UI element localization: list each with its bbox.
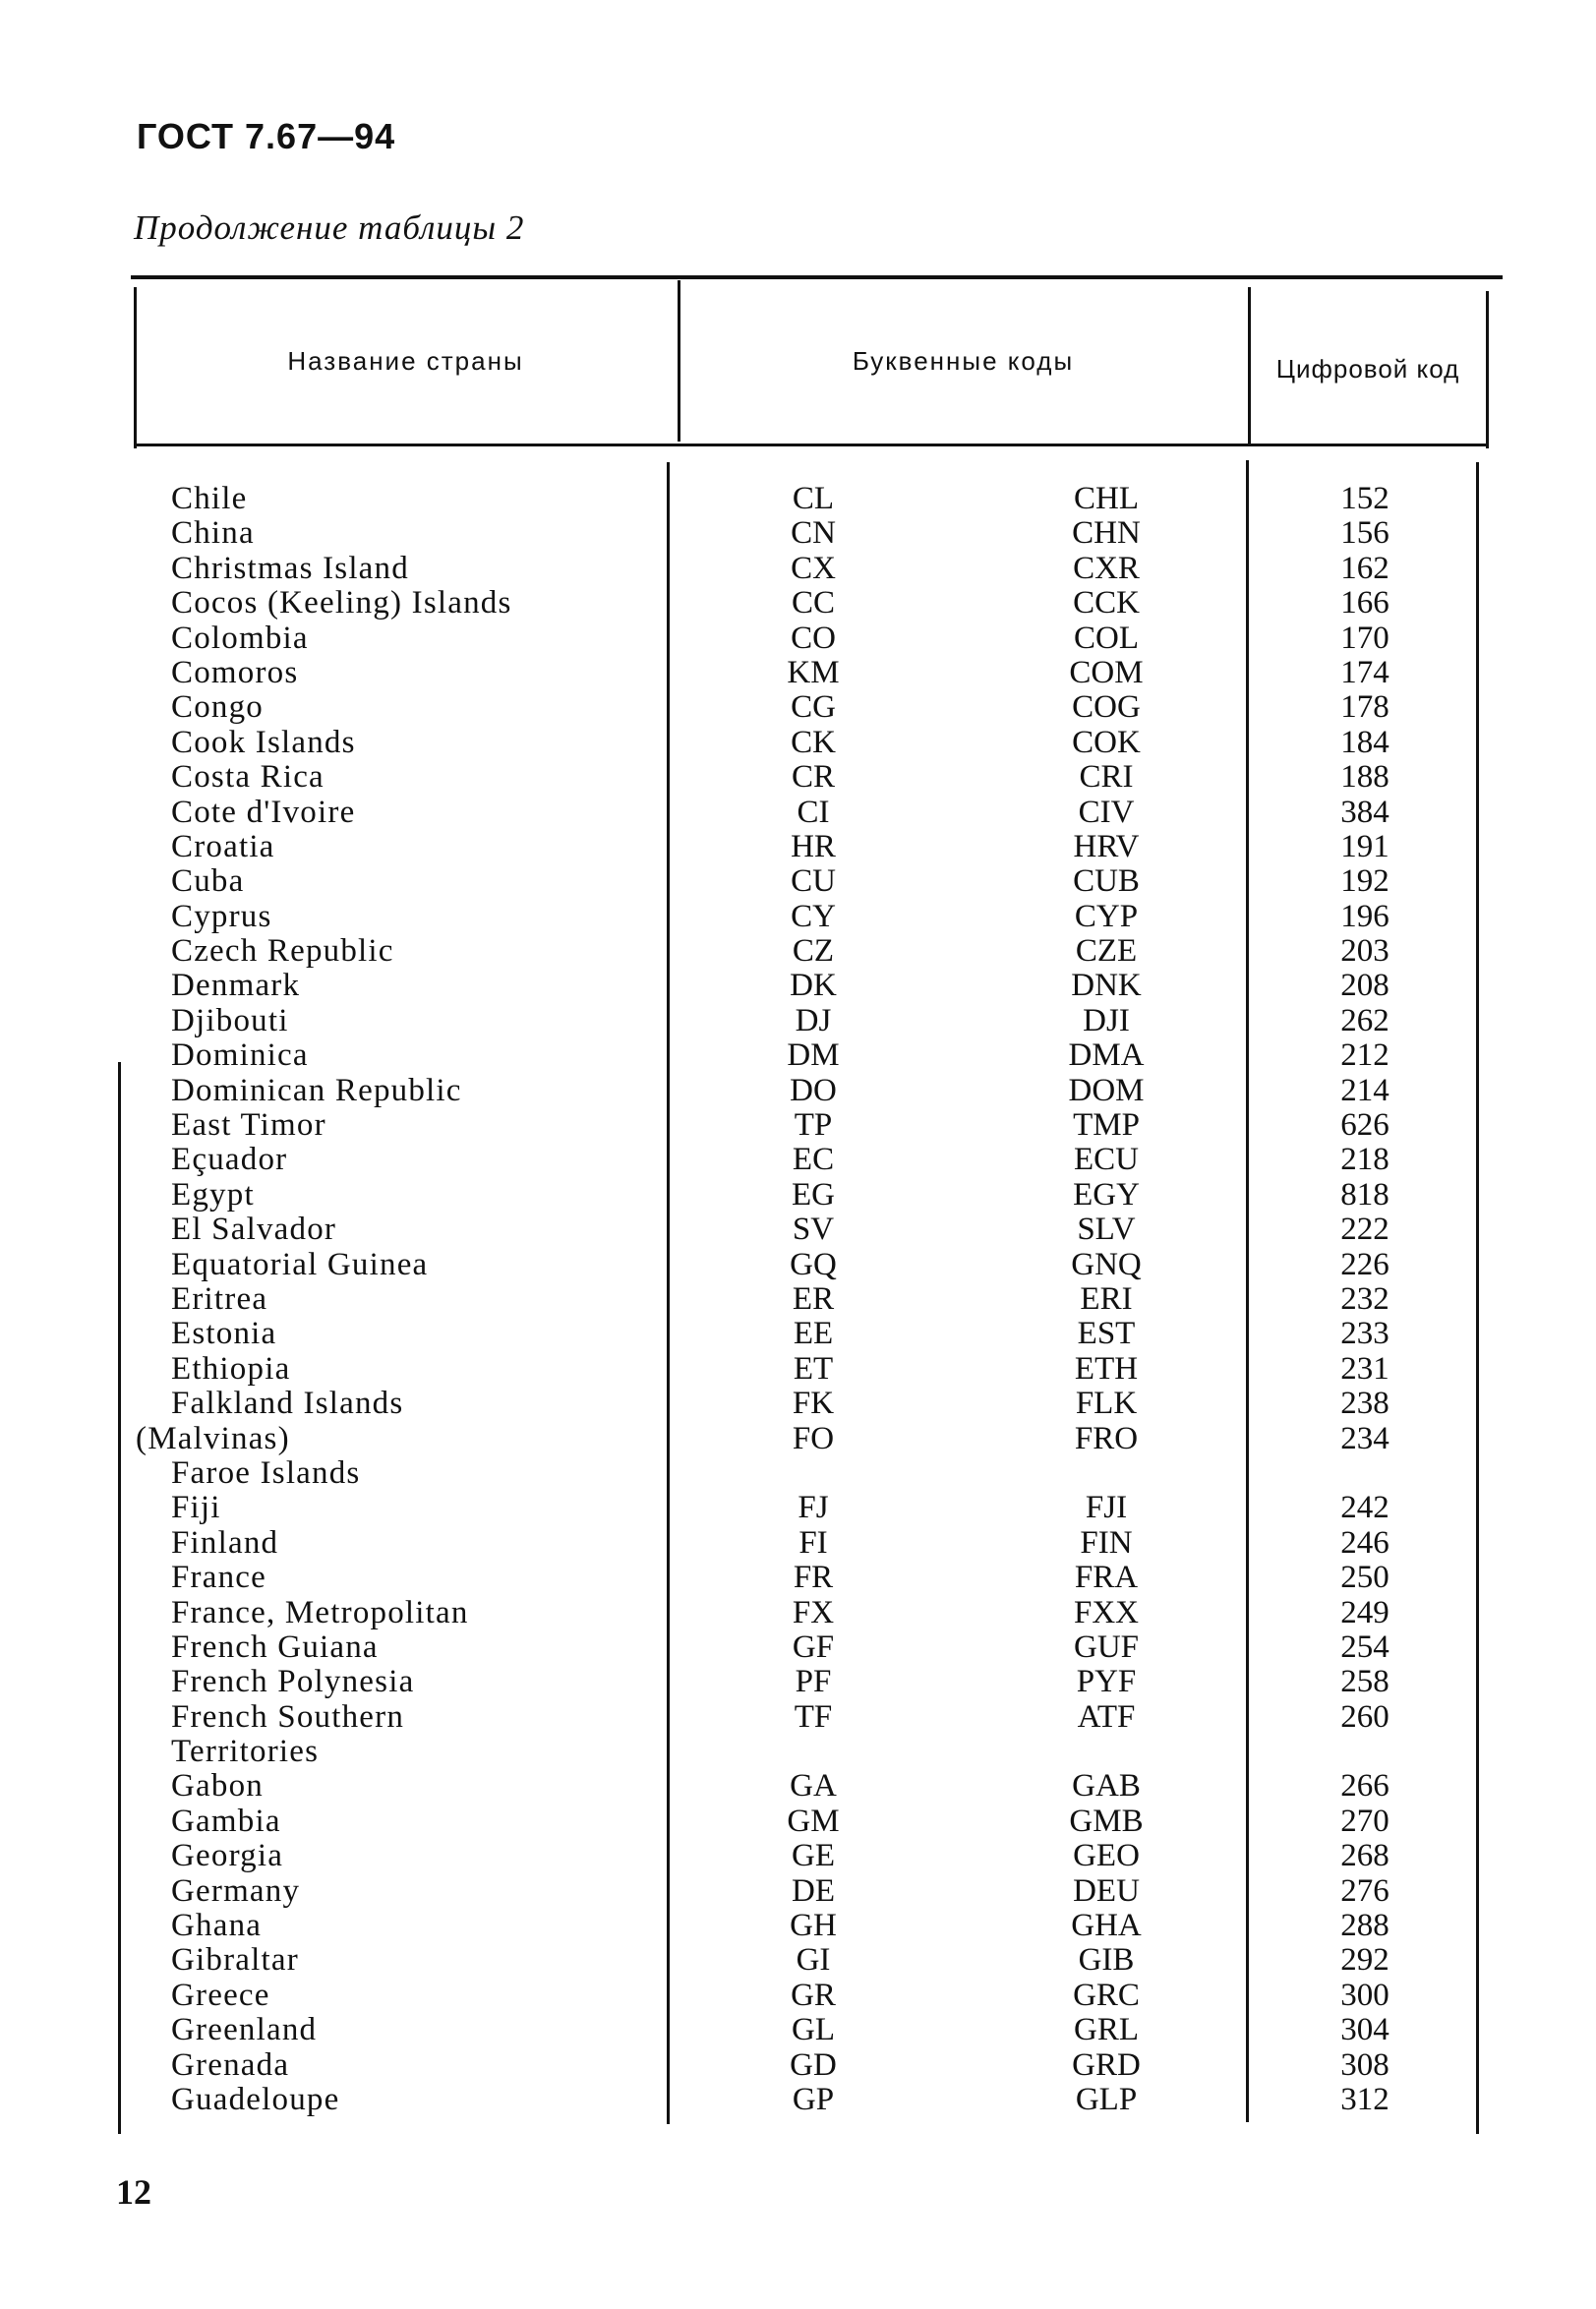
numeric-code: 214 [1340, 1072, 1389, 1108]
numeric-code: 266 [1340, 1768, 1389, 1805]
alpha3-code: SLV [1077, 1212, 1136, 1248]
table-row [0, 1839, 1596, 1873]
alpha2-code: DO [790, 1072, 837, 1108]
alpha3-code: GAB [1072, 1768, 1141, 1805]
country-name: Djibouti [171, 1002, 289, 1038]
table-row [0, 1979, 1596, 2013]
numeric-code: 260 [1340, 1698, 1389, 1735]
alpha2-code: EE [793, 1316, 834, 1352]
alpha3-code: HRV [1073, 828, 1140, 864]
country-name: Cote d'Ivoire [171, 794, 356, 830]
alpha3-code: CZE [1075, 933, 1138, 970]
alpha3-code: GIB [1078, 1942, 1135, 1979]
country-name: Croatia [171, 828, 275, 864]
alpha2-code: GD [790, 2046, 837, 2083]
alpha2-code: HR [791, 828, 836, 864]
header-country-name: Название страны [287, 346, 524, 376]
table-row [0, 1491, 1596, 1525]
numeric-code: 152 [1340, 481, 1389, 516]
table-row [0, 1038, 1596, 1073]
numeric-code: 312 [1340, 2081, 1389, 2117]
table-row [0, 1352, 1596, 1387]
numeric-code: 246 [1340, 1524, 1389, 1561]
numeric-code: 234 [1340, 1420, 1389, 1456]
country-name: Germany [171, 1872, 301, 1909]
numeric-code: 184 [1340, 724, 1389, 760]
alpha2-code: KM [787, 654, 840, 690]
numeric-code: 276 [1340, 1872, 1389, 1909]
numeric-code: 231 [1340, 1350, 1389, 1387]
alpha3-code: GLP [1075, 2081, 1138, 2117]
table-row [0, 1456, 1596, 1491]
table-row [0, 622, 1596, 656]
alpha2-code: EG [792, 1176, 835, 1213]
alpha2-code: CG [791, 689, 836, 726]
alpha2-code: CR [791, 759, 836, 796]
country-name: France [171, 1560, 266, 1596]
alpha2-code: ET [793, 1350, 834, 1387]
alpha3-code: EGY [1073, 1176, 1140, 1213]
table-row [0, 1630, 1596, 1665]
alpha2-code: GH [790, 1908, 837, 1944]
alpha3-code: CCK [1073, 585, 1140, 622]
alpha3-code: CXR [1073, 550, 1140, 586]
alpha2-code: SV [792, 1212, 835, 1248]
numeric-code: 166 [1340, 585, 1389, 622]
alpha2-code: FR [793, 1560, 834, 1596]
numeric-code: 203 [1340, 933, 1389, 970]
table-row [0, 1282, 1596, 1317]
country-name: Christmas Island [171, 550, 409, 586]
numeric-code: 233 [1340, 1316, 1389, 1352]
alpha3-code: GEO [1073, 1838, 1140, 1874]
alpha2-code: ER [792, 1280, 835, 1317]
country-name: Cocos (Keeling) Islands [171, 585, 512, 622]
alpha3-code: ETH [1074, 1350, 1139, 1387]
country-name: French Polynesia [171, 1664, 415, 1700]
alpha2-code: DK [790, 968, 837, 1004]
numeric-code: 191 [1340, 828, 1389, 864]
country-name: Eçuador [171, 1142, 288, 1178]
alpha2-code: GE [792, 1838, 835, 1874]
table-row [0, 586, 1596, 621]
country-name: Colombia [171, 620, 309, 656]
table-row [0, 1805, 1596, 1839]
alpha2-code: TF [794, 1698, 833, 1735]
alpha3-code: FIN [1080, 1524, 1133, 1561]
numeric-code: 232 [1340, 1280, 1389, 1317]
alpha3-code: GRC [1073, 1977, 1140, 2013]
country-name: Dominican Republic [171, 1072, 462, 1108]
alpha2-code: FO [792, 1420, 835, 1456]
numeric-code: 258 [1340, 1664, 1389, 1700]
alpha3-code: DOM [1068, 1072, 1145, 1108]
numeric-code: 300 [1340, 1977, 1389, 2013]
alpha2-code: CY [791, 898, 836, 934]
table-row [0, 1178, 1596, 1213]
numeric-code: 304 [1340, 2012, 1389, 2048]
country-name: Egypt [171, 1176, 255, 1213]
country-name: French Southern [171, 1698, 405, 1735]
alpha3-code: DNK [1071, 968, 1142, 1004]
numeric-code: 250 [1340, 1560, 1389, 1596]
numeric-code: 268 [1340, 1838, 1389, 1874]
table-row [0, 690, 1596, 725]
table-row [0, 1700, 1596, 1735]
table-body [0, 482, 1596, 2117]
country-name: French Guiana [171, 1628, 379, 1665]
country-name: Dominica [171, 1037, 309, 1074]
table-row [0, 1213, 1596, 1247]
alpha3-code: CHL [1074, 481, 1139, 516]
alpha2-code: GF [792, 1628, 835, 1665]
alpha2-code: GA [790, 1768, 837, 1805]
alpha2-code: FX [792, 1594, 835, 1630]
alpha3-code: CIV [1078, 794, 1135, 830]
country-name: Denmark [171, 968, 301, 1004]
country-name: Ghana [171, 1908, 263, 1944]
table-right-border-header [1486, 291, 1489, 448]
alpha2-code: PF [795, 1664, 832, 1700]
country-name: Gabon [171, 1768, 264, 1805]
table-row [0, 1317, 1596, 1351]
table-row [0, 864, 1596, 899]
header-numeric-code: Цифровой код [1275, 354, 1460, 384]
alpha3-code: GRL [1074, 2012, 1139, 2048]
country-name: Grenada [171, 2046, 290, 2083]
country-name: Costa Rica [171, 759, 325, 796]
country-name: (Malvinas) [136, 1420, 290, 1456]
table-row [0, 1526, 1596, 1561]
alpha3-code: CYP [1074, 898, 1139, 934]
alpha3-code: PYF [1076, 1664, 1137, 1700]
numeric-code: 170 [1340, 620, 1389, 656]
alpha2-code: GL [792, 2012, 835, 2048]
country-name: Falkland Islands [171, 1386, 404, 1422]
alpha2-code: EC [792, 1142, 835, 1178]
country-name: East Timor [171, 1107, 326, 1144]
numeric-code: 308 [1340, 2046, 1389, 2083]
table-row [0, 1874, 1596, 1909]
numeric-code: 288 [1340, 1908, 1389, 1944]
alpha3-code: COG [1072, 689, 1141, 726]
country-name: Greece [171, 1977, 270, 2013]
alpha2-code: DJ [795, 1002, 832, 1038]
alpha3-code: FLK [1075, 1386, 1138, 1422]
country-name: Georgia [171, 1838, 284, 1874]
alpha3-code: ERI [1080, 1280, 1133, 1317]
alpha2-code: GI [796, 1942, 831, 1979]
alpha2-code: FK [792, 1386, 835, 1422]
alpha3-code: TMP [1073, 1107, 1140, 1144]
numeric-code: 818 [1340, 1176, 1389, 1213]
country-name: Czech Republic [171, 933, 394, 970]
alpha2-code: CO [791, 620, 836, 656]
alpha3-code: DMA [1068, 1037, 1145, 1074]
numeric-code: 192 [1340, 863, 1389, 900]
country-name: Cyprus [171, 898, 272, 934]
country-name: El Salvador [171, 1212, 337, 1248]
alpha3-code: EST [1077, 1316, 1136, 1352]
country-name: Eritrea [171, 1280, 268, 1317]
numeric-code: 292 [1340, 1942, 1389, 1979]
table-row [0, 1561, 1596, 1595]
country-name: Greenland [171, 2012, 318, 2048]
numeric-code: 174 [1340, 654, 1389, 690]
table-row [0, 1665, 1596, 1699]
country-name: China [171, 515, 255, 552]
alpha3-code: DJI [1083, 1002, 1130, 1038]
alpha3-code: COM [1069, 654, 1144, 690]
table-row [0, 1004, 1596, 1038]
numeric-code: 238 [1340, 1386, 1389, 1422]
country-name: Comoros [171, 654, 299, 690]
table-row [0, 796, 1596, 830]
document-header: ГОСТ 7.67—94 [137, 116, 396, 156]
table-row [0, 656, 1596, 690]
alpha3-code: CRI [1079, 759, 1134, 796]
table-row [0, 1909, 1596, 1943]
country-name: Guadeloupe [171, 2081, 340, 2117]
alpha2-code: DM [787, 1037, 840, 1074]
table-row [0, 1248, 1596, 1282]
alpha3-code: GHA [1071, 1908, 1142, 1944]
alpha2-code: CX [791, 550, 836, 586]
alpha3-code: CUB [1073, 863, 1140, 900]
alpha2-code: CL [792, 481, 835, 516]
alpha2-code: CC [791, 585, 836, 622]
numeric-code: 156 [1340, 515, 1389, 552]
alpha3-code: FRA [1074, 1560, 1139, 1596]
country-name: France, Metropolitan [171, 1594, 469, 1630]
alpha3-code: ECU [1074, 1142, 1139, 1178]
country-name: Gambia [171, 1803, 281, 1839]
country-name: Territories [171, 1734, 320, 1770]
table-row [0, 1387, 1596, 1421]
table-row [0, 830, 1596, 864]
table-row [0, 1422, 1596, 1456]
numeric-code: 226 [1340, 1246, 1389, 1282]
alpha2-code: CI [797, 794, 830, 830]
header-alpha-codes: Буквенные коды [852, 346, 1075, 376]
numeric-code: 262 [1340, 1002, 1389, 1038]
country-name: Estonia [171, 1316, 277, 1352]
country-name: Gibraltar [171, 1942, 299, 1979]
table-row [0, 482, 1596, 516]
alpha3-code: GNQ [1071, 1246, 1142, 1282]
table-row [0, 516, 1596, 551]
alpha2-code: CK [791, 724, 836, 760]
country-name: Ethiopia [171, 1350, 291, 1387]
table-row [0, 1735, 1596, 1769]
numeric-code: 218 [1340, 1142, 1389, 1178]
alpha3-code: COL [1074, 620, 1139, 656]
country-name: Chile [171, 481, 248, 516]
numeric-code: 178 [1340, 689, 1389, 726]
table-row [0, 2048, 1596, 2083]
country-name: Finland [171, 1524, 279, 1561]
table-row [0, 552, 1596, 586]
table-row [0, 1596, 1596, 1630]
country-name: Fiji [171, 1490, 221, 1526]
numeric-code: 242 [1340, 1490, 1389, 1526]
table-row [0, 2013, 1596, 2047]
numeric-code: 384 [1340, 794, 1389, 830]
numeric-code: 208 [1340, 968, 1389, 1004]
alpha3-code: GMB [1069, 1803, 1144, 1839]
table-row [0, 934, 1596, 969]
alpha2-code: GQ [790, 1246, 837, 1282]
numeric-code: 212 [1340, 1037, 1389, 1074]
alpha2-code: GR [791, 1977, 836, 2013]
page-number: 12 [116, 2172, 151, 2212]
table-row [0, 1943, 1596, 1978]
alpha3-code: DEU [1073, 1872, 1140, 1909]
table-row [0, 1143, 1596, 1177]
alpha3-code: COK [1072, 724, 1141, 760]
table-caption: Продолжение таблицы 2 [134, 208, 525, 247]
table-row [0, 726, 1596, 760]
country-name: Faroe Islands [171, 1454, 361, 1491]
table-left-border-header [134, 287, 137, 448]
alpha2-code: FJ [798, 1490, 829, 1526]
numeric-code: 196 [1340, 898, 1389, 934]
alpha3-code: ATF [1077, 1698, 1136, 1735]
country-name: Cuba [171, 863, 245, 900]
table-row [0, 2083, 1596, 2117]
numeric-code: 222 [1340, 1212, 1389, 1248]
numeric-code: 162 [1340, 550, 1389, 586]
table-row [0, 1108, 1596, 1143]
table-row [0, 760, 1596, 795]
country-name: Equatorial Guinea [171, 1246, 429, 1282]
alpha2-code: DE [792, 1872, 835, 1909]
country-name: Congo [171, 689, 265, 726]
numeric-code: 188 [1340, 759, 1389, 796]
country-name: Cook Islands [171, 724, 356, 760]
table-header-rule [134, 444, 1487, 446]
numeric-code: 249 [1340, 1594, 1389, 1630]
table-top-rule [131, 275, 1503, 279]
alpha2-code: CZ [792, 933, 835, 970]
alpha2-code: FI [798, 1524, 828, 1561]
table-row [0, 900, 1596, 934]
numeric-code: 626 [1340, 1107, 1389, 1144]
alpha3-code: FRO [1074, 1420, 1139, 1456]
numeric-code: 254 [1340, 1628, 1389, 1665]
alpha3-code: CHN [1072, 515, 1141, 552]
numeric-code: 270 [1340, 1803, 1389, 1839]
alpha3-code: GUF [1073, 1628, 1140, 1665]
table-row [0, 1769, 1596, 1804]
alpha2-code: CU [791, 863, 836, 900]
table-row [0, 969, 1596, 1003]
alpha3-code: FJI [1085, 1490, 1128, 1526]
table-row [0, 1074, 1596, 1108]
alpha2-code: CN [791, 515, 836, 552]
alpha3-code: GRD [1072, 2046, 1141, 2083]
alpha2-code: TP [794, 1107, 833, 1144]
alpha3-code: FXX [1073, 1594, 1140, 1630]
alpha2-code: GP [792, 2081, 835, 2117]
alpha2-code: GM [787, 1803, 840, 1839]
